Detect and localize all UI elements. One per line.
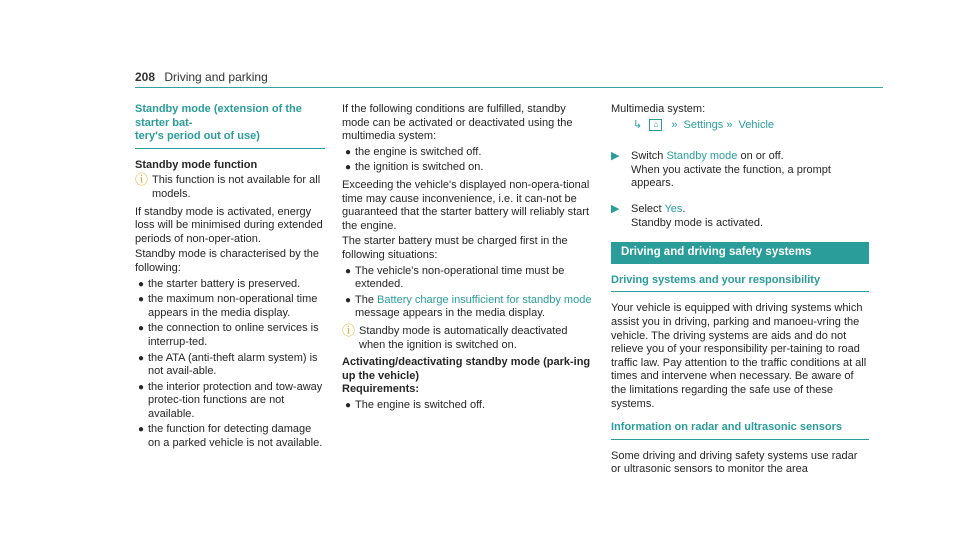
- list-item: ● the maximum non-operational time appears in the media display.: [138, 293, 318, 319]
- home-icon: ⌂: [649, 119, 662, 131]
- chevron-right-icon: »: [671, 118, 678, 131]
- standby-mode-link: Standby mode: [666, 150, 738, 163]
- list-item: ● the interior protection and tow-away protec-tion functions are not available.: [138, 380, 323, 420]
- step-arrow-icon: ▶: [611, 202, 620, 215]
- list-item: ● the function for detecting damage on a parked vehicle is not available.: [138, 423, 323, 450]
- yes-link: Yes: [664, 202, 683, 215]
- column-2: [342, 103, 594, 416]
- header-divider: [135, 87, 883, 88]
- section-heading-standby: [135, 103, 325, 149]
- step-arrow-icon: ↳: [633, 118, 643, 131]
- bullet-list: [342, 146, 594, 175]
- paragraph: Standby mode is characterised by the following:: [135, 248, 320, 274]
- activate-heading: Activating/deactivating standby mode (park-ing up the vehicle): [342, 356, 591, 382]
- subsection-heading: Driving systems and your responsibility: [611, 274, 869, 293]
- list-item: ● the connection to online services is interrup-ted.: [138, 322, 319, 348]
- column-1: [135, 103, 325, 455]
- step-select: ▶ Select Yes. Standby mode is activated.: [611, 202, 764, 229]
- note-text: Standby mode is automatically deactivated when the ignition is switched on.: [359, 324, 568, 351]
- bullet-list: [135, 278, 325, 451]
- availability-note: [135, 174, 325, 201]
- paragraph: Some driving and driving safety systems use radar or ultrasonic sensors to monitor the area: [611, 449, 858, 476]
- info-icon: ⓘ: [135, 172, 149, 188]
- deactivation-note: [342, 322, 594, 352]
- subheading-function: Standby mode function: [135, 158, 258, 171]
- paragraph: If the following conditions are fulfilled, standby mode can be activated or deactivated using the multimedia system:: [342, 103, 573, 143]
- requirements-label: Requirements:: [342, 383, 420, 396]
- subsection-heading-sensors: Information on radar and ultrasonic sensors: [611, 421, 869, 440]
- list-item: ● the ignition is switched on.: [345, 161, 484, 174]
- page-number: 208: [135, 70, 156, 84]
- info-icon: ⓘ: [342, 322, 356, 338]
- step-switch: ▶ Switch Standby mode on or off. When you activate the function, a prompt appears.: [611, 150, 831, 190]
- bullet-list: [342, 399, 594, 413]
- list-item: ● the engine is switched off.: [345, 145, 482, 158]
- step-arrow-icon: ▶: [611, 150, 620, 163]
- page-header: [135, 70, 268, 84]
- section-title: Driving and parking: [164, 70, 268, 84]
- bullet-list: [342, 265, 594, 321]
- path-settings: Settings: [683, 118, 724, 131]
- paragraph: The starter battery must be charged first in the following situations:: [342, 235, 568, 261]
- list-item: ● The vehicle's non-operational time must be extended.: [345, 264, 565, 291]
- list-item: ● the ATA (anti-theft alarm system) is not avail-able.: [138, 351, 318, 378]
- menu-path: [611, 119, 869, 133]
- paragraph: Exceeding the vehicle's displayed non-opera-tional time may cause inconvenience, i.e. it can-not be guaranteed that the starter battery will reliably start the engine.: [342, 178, 590, 232]
- paragraph: Your vehicle is equipped with driving systems which assist you in driving, parking and manoeu-vring the vehicle. The driving systems are aids and do not relieve you of your responsibility per-taining to road traffic law. Pay attention to the traffic conditions at all times and intervene when necessary. Be aware of the limitations regarding the safe use of these systems.: [611, 302, 867, 410]
- paragraph: If standby mode is activated, energy loss will be minimised during extended periods of non-oper-ation.: [135, 205, 323, 245]
- section-bar-heading: Driving and driving safety systems: [611, 242, 869, 264]
- paragraph: Multimedia system:: [611, 103, 706, 115]
- list-item: ● the starter battery is preserved.: [138, 277, 301, 290]
- heading-line-2: tery's period out of use): [135, 130, 260, 143]
- path-vehicle: Vehicle: [738, 118, 775, 131]
- column-3: [611, 103, 869, 479]
- list-item: ● The engine is switched off.: [345, 398, 486, 411]
- note-text: This function is not available for all models.: [152, 174, 321, 200]
- list-item: ● The Battery charge insufficient for standby mode message appears in the media display.: [345, 293, 592, 320]
- display-message-link: Battery charge insufficient for standby mode: [377, 293, 592, 306]
- chevron-right-icon: »: [726, 118, 733, 131]
- heading-line-1: Standby mode (extension of the starter bat-: [135, 103, 302, 129]
